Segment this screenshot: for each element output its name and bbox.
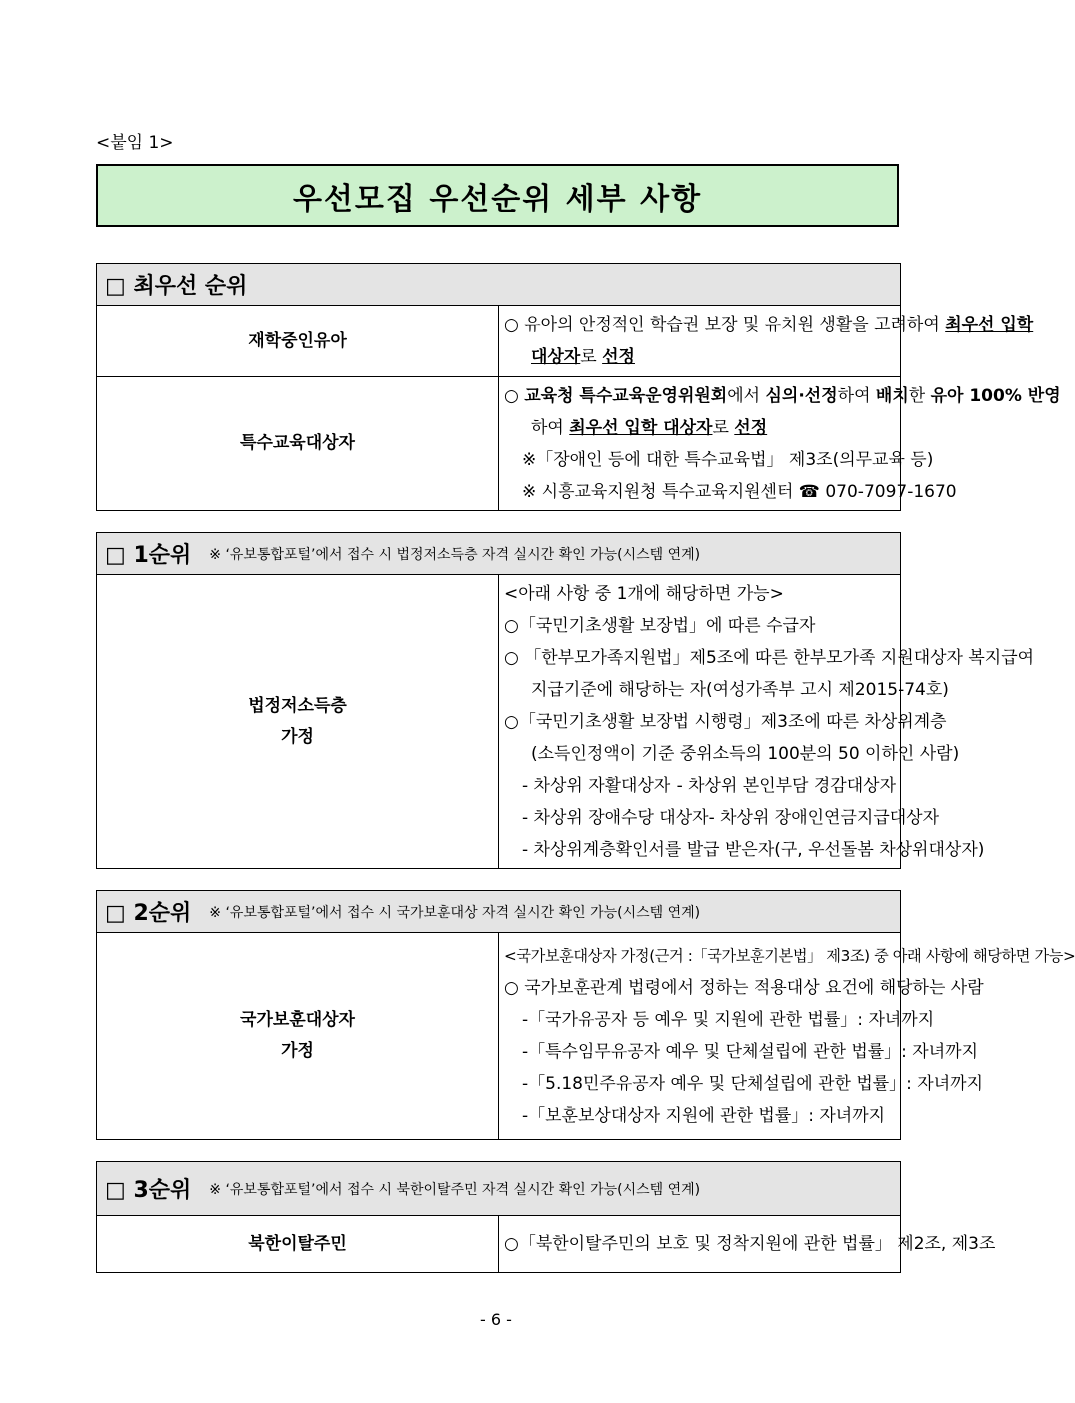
section-header-title: □ 1순위 xyxy=(105,543,192,568)
row-content-special-ed xyxy=(499,377,1061,511)
section-header-note: ※ ‘유보통합포털’에서 접수 시 국가보훈대상 자격 실시간 확인 가능(시스템 연계) xyxy=(209,904,701,921)
content-line: - 차상위 자활대상자 - 차상위 본인부담 경감대상자 xyxy=(522,775,896,796)
row-label-low-income: 법정저소득층 가정 xyxy=(97,575,499,869)
content-line: ※「장애인 등에 대한 특수교육법」 제3조(의무교육 등) xyxy=(522,449,934,470)
section-header xyxy=(97,1162,901,1216)
content-line: -「국가유공자 등 예우 및 지원에 관한 법률」: 자녀까지 xyxy=(522,1010,935,1030)
page-number: - 6 - xyxy=(480,1310,512,1329)
document-title: 우선모집 우선순위 세부 사항 xyxy=(96,164,899,227)
content-line: - 차상위계층확인서를 발급 받은자(구, 우선돌봄 차상위대상자) xyxy=(522,839,985,860)
row-content-low-income xyxy=(499,575,1035,869)
content-line: ○ 「한부모가족지원법」제5조에 따른 한부모가족 지원대상자 복지급여 xyxy=(504,647,1035,668)
section-top-priority xyxy=(96,263,1061,511)
section-header-title: □ 2순위 xyxy=(105,901,192,926)
row-label-defectors: 북한이탈주민 xyxy=(97,1216,499,1273)
section-header xyxy=(97,264,901,306)
content-line: <국가보훈대상자 가정(근거 :「국가보훈기본법」 제3조) 중 아래 사항에 해당하면 가능> xyxy=(504,947,1075,965)
section-header-note: ※ ‘유보통합포털’에서 접수 시 북한이탈주민 자격 실시간 확인 가능(시스템 연계) xyxy=(209,1181,701,1198)
content-line: ○ 국가보훈관계 법령에서 정하는 적용대상 요건에 해당하는 사람 xyxy=(504,978,984,998)
row-label-special-ed: 특수교육대상자 xyxy=(97,377,499,511)
section-header xyxy=(97,533,901,575)
attachment-label: <붙임 1> xyxy=(96,133,174,153)
content-line: 지급기준에 해당하는 자(여성가족부 고시 제2015-74호) xyxy=(531,679,949,700)
content-line: - 차상위 장애수당 대상자 - 차상위 장애인연금지급대상자 xyxy=(522,807,940,828)
section-priority-3 xyxy=(96,1161,996,1273)
section-header-note: ※ ‘유보통합포털’에서 접수 시 법정저소득층 자격 실시간 확인 가능(시스템 연계) xyxy=(209,546,701,563)
content-line: <아래 사항 중 1개에 해당하면 가능> xyxy=(504,583,784,604)
section-priority-1 xyxy=(96,532,1035,869)
row-label-enrolled: 재학중인유아 xyxy=(97,306,499,377)
row-content-enrolled xyxy=(499,306,1034,377)
section-priority-2 xyxy=(96,890,1075,1140)
section-header xyxy=(97,891,901,933)
section-header-title: □ 최우선 순위 xyxy=(105,274,248,299)
section-header-title: □ 3순위 xyxy=(105,1178,192,1203)
content-line: ○「국민기초생활 보장법」에 따른 수급자 xyxy=(504,615,816,636)
content-line: ○「북한이탈주민의 보호 및 정착지원에 관한 법률」 제2조, 제3조 xyxy=(504,1234,996,1254)
content-line: -「5.18민주유공자 예우 및 단체설립에 관한 법률」: 자녀까지 xyxy=(522,1074,983,1094)
row-label-veterans: 국가보훈대상자 가정 xyxy=(97,933,499,1140)
content-line: 대상자로 선정 xyxy=(531,347,635,367)
content-line: ○「국민기초생활 보장법 시행령」제3조에 따른 차상위계층 xyxy=(504,711,947,732)
row-content-veterans xyxy=(499,933,1075,1140)
content-line: ○ 유아의 안정적인 학습권 보장 및 유치원 생활을 고려하여 최우선 입학 xyxy=(504,315,1034,335)
content-line: (소득인정액이 기준 중위소득의 100분의 50 이하인 사람) xyxy=(531,743,960,764)
row-content-defectors xyxy=(499,1216,996,1273)
content-line: 하여 최우선 입학 대상자로 선정 xyxy=(531,417,768,438)
content-line: ○ 교육청 특수교육운영위원회에서 심의·선정하여 배치한 유아 100% 반영 xyxy=(504,385,1061,406)
contact-line: ※ 시흥교육지원청 특수교육지원센터 ☎ 070-7097-1670 xyxy=(522,481,957,502)
content-line: -「특수임무유공자 예우 및 단체설립에 관한 법률」: 자녀까지 xyxy=(522,1042,978,1062)
content-line: -「보훈보상대상자 지원에 관한 법률」: 자녀까지 xyxy=(522,1106,886,1126)
